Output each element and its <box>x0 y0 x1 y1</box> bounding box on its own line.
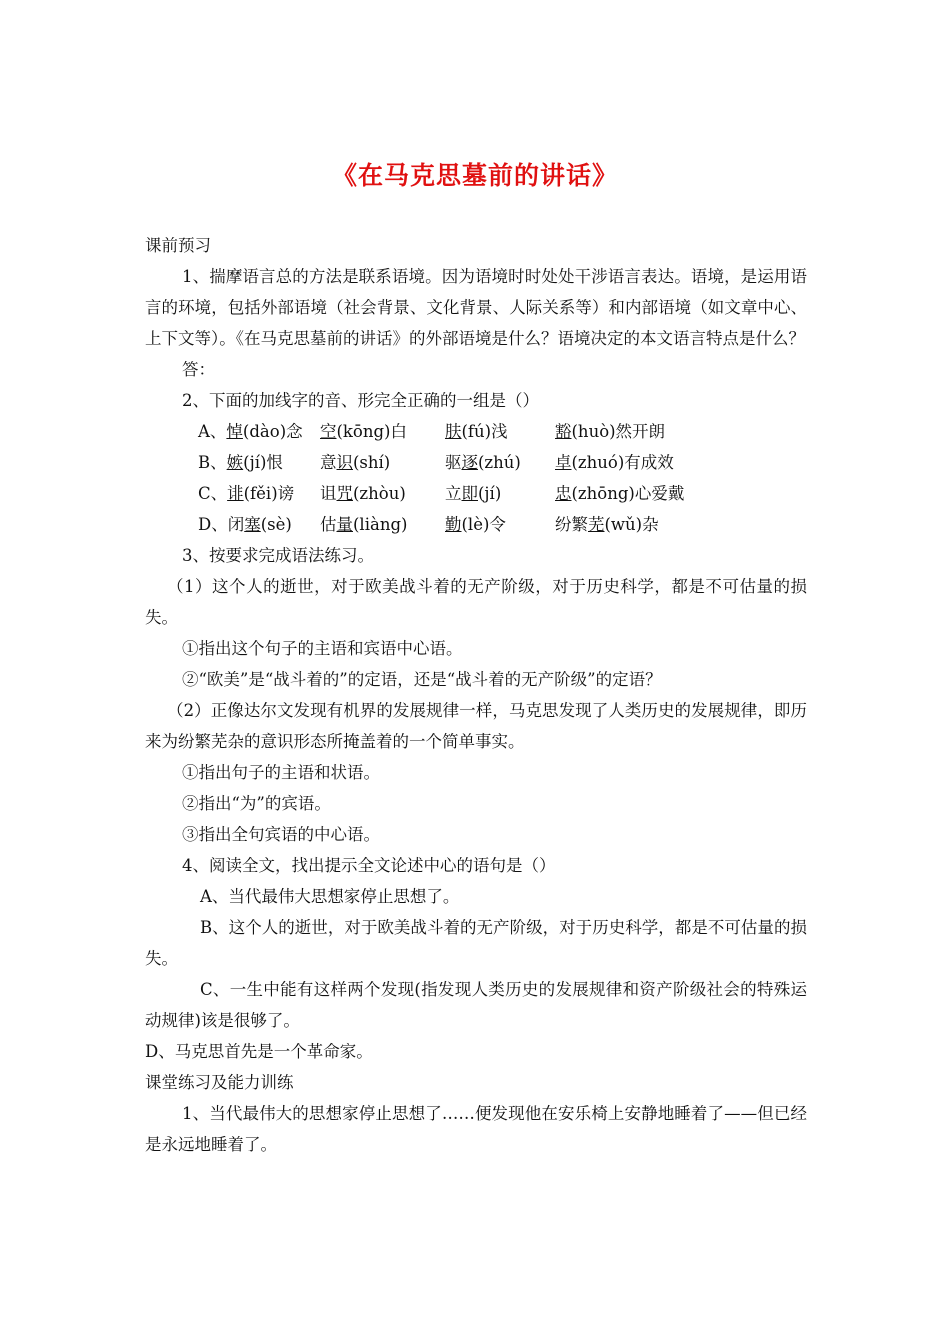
underlined-character: 忠 <box>555 484 572 503</box>
option-pinyin: (kōng)白 <box>336 422 407 441</box>
underlined-character: 芜 <box>588 515 605 534</box>
question-2: 2、下面的加线字的音、形完全正确的一组是（） <box>182 391 539 410</box>
option-item <box>445 416 555 447</box>
section-heading-practice: 课堂练习及能力训练 <box>145 1073 294 1092</box>
option-item <box>198 478 320 509</box>
option-prefix: 纷繁 <box>555 515 588 534</box>
question-3: 3、按要求完成语法练习。 <box>182 546 374 565</box>
option-pinyin: (lè)令 <box>461 515 506 534</box>
option-pinyin: (jí) <box>478 484 502 503</box>
underlined-character: 即 <box>461 484 478 503</box>
question-4-option-a: A、当代最伟大思想家停止思想了。 <box>200 887 460 906</box>
option-prefix: 驱 <box>445 453 462 472</box>
option-pinyin: (dào)念 <box>242 422 303 441</box>
question-3-part-1-a: ①指出这个句子的主语和宾语中心语。 <box>182 639 463 658</box>
option-item <box>320 447 445 478</box>
option-prefix: 意 <box>320 453 337 472</box>
option-item <box>445 478 555 509</box>
option-item <box>320 509 445 540</box>
option-prefix: D、闭 <box>198 515 245 534</box>
option-item <box>320 416 445 447</box>
question-4-option-d: D、马克思首先是一个革命家。 <box>145 1042 373 1061</box>
option-row <box>145 416 807 447</box>
option-row <box>145 509 807 540</box>
option-pinyin: (zhōng)心爱戴 <box>571 484 685 503</box>
option-item <box>555 478 684 509</box>
question-4-option-c: C、一生中能有这样两个发现(指发现人类历史的发展规律和资产阶级社会的特殊运动规律)该是很够了。 <box>145 980 807 1030</box>
option-prefix: A、 <box>198 422 227 441</box>
option-pinyin: (zhòu) <box>353 484 406 503</box>
option-pinyin: (sè) <box>260 515 292 534</box>
option-item <box>198 416 320 447</box>
option-prefix: C、 <box>198 484 228 503</box>
question-3-part-1-b: ②“欧美”是“战斗着的”的定语，还是“战斗着的无产阶级”的定语？ <box>182 670 662 689</box>
option-prefix: 立 <box>445 484 462 503</box>
option-pinyin: (shí) <box>353 453 391 472</box>
option-item <box>198 509 320 540</box>
practice-paragraph-1: 1、当代最伟大的思想家停止思想了……便发现他在安乐椅上安静地睡着了——但已经是永远地睡着了。 <box>145 1104 807 1154</box>
option-pinyin: (fěi)谤 <box>243 484 295 503</box>
option-item <box>555 509 659 540</box>
underlined-character: 量 <box>336 515 353 534</box>
section-heading-preview: 课前预习 <box>145 236 211 255</box>
option-item <box>198 447 320 478</box>
document-body <box>145 230 807 1160</box>
option-pinyin: (fú)浅 <box>461 422 508 441</box>
option-item <box>555 416 665 447</box>
option-item <box>320 478 445 509</box>
underlined-character: 识 <box>336 453 353 472</box>
underlined-character: 咒 <box>336 484 353 503</box>
option-pinyin: (zhú) <box>478 453 521 472</box>
question-2-options <box>145 416 807 540</box>
option-pinyin: (liàng) <box>353 515 408 534</box>
answer-label: 答： <box>182 360 215 379</box>
option-pinyin: (huò)然开朗 <box>571 422 666 441</box>
underlined-character: 逐 <box>461 453 478 472</box>
underlined-character: 肤 <box>445 422 462 441</box>
option-pinyin: (zhuó)有成效 <box>571 453 674 472</box>
question-1: 1、揣摩语言总的方法是联系语境。因为语境时时处处干涉语言表达。语境，是运用语言的环境，包括外部语境（社会背景、文化背景、人际关系等）和内部语境（如文章中心、上下文等）。《在马克思墓前的讲话》的外部语境是什么？语境决定的本文语言特点是什么？ <box>145 267 807 348</box>
option-prefix: 估 <box>320 515 337 534</box>
option-row <box>145 478 807 509</box>
underlined-character: 豁 <box>555 422 572 441</box>
question-3-part-1: （1）这个人的逝世，对于欧美战斗着的无产阶级，对于历史科学，都是不可估量的损失。 <box>145 577 807 627</box>
option-prefix: B、 <box>198 453 227 472</box>
underlined-character: 悼 <box>226 422 243 441</box>
question-3-part-2: （2）正像达尔文发现有机界的发展规律一样，马克思发现了人类历史的发展规律，即历来为纷繁芜杂的意识形态所掩盖着的一个简单事实。 <box>145 701 807 751</box>
option-item <box>555 447 674 478</box>
question-3-part-2-c: ③指出全句宾语的中心语。 <box>182 825 380 844</box>
document-title: 《在马克思墓前的讲话》 <box>331 161 618 190</box>
option-pinyin: (wǔ)杂 <box>604 515 659 534</box>
underlined-character: 空 <box>320 422 337 441</box>
option-prefix: 诅 <box>320 484 337 503</box>
option-pinyin: (jí)恨 <box>243 453 283 472</box>
underlined-character: 勤 <box>445 515 462 534</box>
underlined-character: 塞 <box>244 515 261 534</box>
question-3-part-2-b: ②指出“为”的宾语。 <box>182 794 331 813</box>
question-4-option-b: B、这个人的逝世，对于欧美战斗着的无产阶级，对于历史科学，都是不可估量的损失。 <box>145 918 807 968</box>
question-4: 4、阅读全文，找出提示全文论述中心的语句是（） <box>182 856 556 875</box>
question-3-part-2-a: ①指出句子的主语和状语。 <box>182 763 380 782</box>
underlined-character: 嫉 <box>226 453 244 472</box>
option-item <box>445 509 555 540</box>
underlined-character: 卓 <box>555 453 572 472</box>
option-item <box>445 447 555 478</box>
underlined-character: 诽 <box>227 484 244 503</box>
option-row <box>145 447 807 478</box>
